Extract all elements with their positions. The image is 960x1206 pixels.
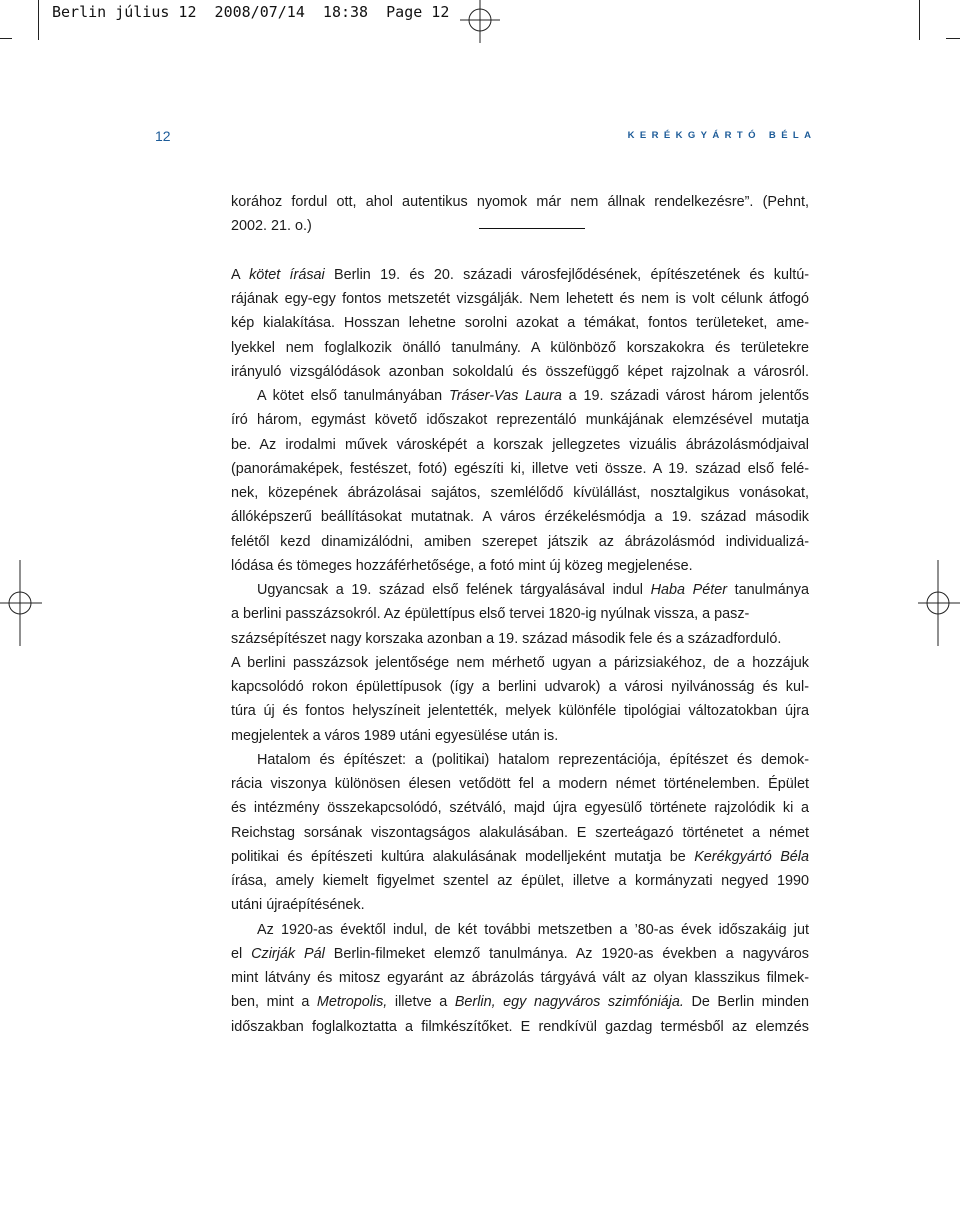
text-run: utáni újraépítésének.: [231, 897, 365, 914]
italic-name: Kerékgyártó Béla: [694, 848, 809, 865]
print-slug-line: Berlin július 12 2008/07/14 18:38 Page 12: [52, 3, 450, 21]
running-head-author: KERÉKGYÁRTÓ BÉLA: [627, 130, 817, 141]
text-run: felétől kezd dinamizálódni, amiben szerepet játszik az ábrázolásmód individualizá-: [231, 533, 809, 550]
text-line: [231, 1015, 809, 1039]
text-run: állóképszerű beállításokat mutatnak. A város érzékelésmódja a 19. század második: [231, 509, 809, 526]
text-line: [231, 263, 809, 287]
text-line: [231, 724, 809, 748]
text-line: [231, 821, 809, 845]
crop-mark-top-right: [919, 0, 920, 40]
text-line: [231, 336, 809, 360]
text-line: [231, 675, 809, 699]
text-run: nek, közepének ábrázolásai sajátos, szemlélődő kívülállást, nosztalgikus vonásokat,: [231, 485, 809, 501]
text-run: tanulmánya: [727, 582, 809, 598]
text-run: Reichstag sorsának viszontagságos alakulásában. E szerteágazó történetet a német: [231, 824, 809, 841]
separator-rule: [479, 228, 585, 230]
text-run: be. Az irodalmi művek városképét a korszak jellegzetes vizuális ábrázolásmódjaival: [231, 436, 809, 453]
text-line: [231, 796, 809, 820]
text-line: [231, 360, 809, 384]
italic-name: Metropolis,: [316, 994, 388, 1011]
crop-mark-right-top: [946, 38, 960, 39]
text-run: mint látvány és mitosz egyaránt az ábrázolás tárgyává vált az olyan klasszikus filmek-: [231, 970, 809, 986]
text-line: [231, 893, 809, 917]
italic-name: kötet írásai: [249, 266, 325, 283]
text-run: A kötet első tanulmányában: [257, 388, 449, 404]
text-line: [231, 918, 809, 942]
page-number: 12: [155, 128, 171, 144]
text-line: [231, 190, 809, 214]
text-line: [231, 699, 809, 723]
text-line: [231, 748, 809, 772]
text-run: korához fordul ott, ahol autentikus nyomok már nem állnak rendelkezésre”. (Pehnt,: [231, 194, 809, 210]
body-text: [231, 190, 809, 1039]
text-line: [231, 311, 809, 335]
registration-mark-right-icon: [916, 560, 960, 646]
text-line: [231, 772, 809, 796]
text-run: el: [231, 945, 252, 962]
text-line: [231, 481, 809, 505]
section-separator: [231, 239, 809, 263]
text-run: lódása és tömeges hozzáférhetősége, a fotó mint új közeg megjelenése.: [231, 557, 693, 574]
crop-mark-top-left: [38, 0, 39, 40]
text-run: a 19. századi várost három jelentős: [561, 388, 809, 404]
text-run: De Berlin minden: [683, 994, 809, 1011]
text-run: lyekkel nem foglalkozik önálló tanulmány. A különböző korszakokra és területekre: [231, 339, 809, 356]
text-run: százsépítészet nagy korszaka azonban a 19. század második fele és a századforduló.: [231, 630, 782, 647]
text-run: irányuló vizsgálódások azonban sokoldalú és összefüggő képet rajzolnak a városról.: [231, 363, 809, 380]
text-run: kép kialakítása. Hosszan lehetne sorolni azokat a témákat, fontos területeket, ame-: [231, 315, 809, 332]
text-run: a berlini passzázsokról. Az épülettípus első tervei 1820-ig nyúlnak vissza, a pasz-: [231, 606, 750, 623]
text-run: rácia viszonya különösen élesen vetődött fel a modern német történelemben. Épület: [231, 776, 809, 792]
text-run: és intézmény összekapcsolódó, szétváló, majd újra egyesülő története rajzolódik ki a: [231, 800, 809, 817]
text-line: [231, 384, 809, 408]
text-line: [231, 554, 809, 578]
italic-name: Tráser-Vas Laura: [448, 388, 562, 404]
text-run: rájának egy-egy fontos metszetét vizsgálják. Nem lehetett és nem is volt célunk átfogó: [231, 291, 809, 307]
text-run: írása, amely kiemelt figyelmet szentel az épület, illetve a kormányzati negyed 1990: [231, 873, 809, 889]
running-head: [155, 126, 817, 146]
text-run: (panorámaképek, festészet, fotó) egészíti ki, illetve veti össze. A 19. század első felé-: [231, 460, 809, 477]
registration-mark-left-icon: [0, 560, 44, 646]
text-run: Ugyancsak a 19. század első felének tárgyalásával indul: [257, 582, 651, 598]
text-run: Berlin 19. és 20. századi városfejlődésének, építészetének és kultú-: [324, 266, 809, 283]
text-line: [231, 408, 809, 432]
text-line: [231, 530, 809, 554]
text-line: [231, 966, 809, 990]
text-run: kapcsolódó rokon épülettípusok (így a berlini udvarok) a városi nyilvánosság és kul-: [231, 679, 809, 695]
text-line: [231, 942, 809, 966]
text-run: Berlin-filmeket elemző tanulmánya. Az 1920-as években a nagyváros: [324, 945, 809, 962]
text-line: [231, 457, 809, 481]
text-line: [231, 627, 809, 651]
text-run: időszakban foglalkoztatta a filmkészítőket. E rendkívül gazdag termésből az elemzés: [231, 1018, 809, 1035]
italic-name: Berlin, egy nagyváros szimfóniája.: [454, 994, 684, 1011]
text-run: Hatalom és építészet: a (politikai) hatalom reprezentációja, építészet és demok-: [257, 751, 809, 768]
text-line: [231, 990, 809, 1014]
text-line: [231, 602, 809, 626]
text-run: Az 1920-as évektől indul, de két további metszetben a ’80-as évek időszakáig jut: [257, 921, 809, 938]
text-run: megjelentek a város 1989 utáni egyesülése után is.: [231, 727, 559, 744]
text-line: [231, 651, 809, 675]
text-run: író három, egymást követő időszakot reprezentáló munkájának elemzésével mutatja: [231, 412, 809, 429]
italic-name: Haba Péter: [650, 582, 727, 598]
crop-mark-left-top: [0, 38, 12, 39]
text-run: illetve a: [387, 994, 455, 1011]
text-run: ben, mint a: [231, 994, 317, 1011]
text-run: politikai és építészeti kultúra alakulásának modelljeként mutatja be: [231, 848, 695, 865]
registration-mark-top-icon: [458, 0, 502, 44]
text-line: [231, 214, 809, 238]
text-line: [231, 433, 809, 457]
text-run: A: [231, 266, 250, 283]
text-line: [231, 287, 809, 311]
italic-name: Czirják Pál: [251, 945, 325, 962]
text-line: [231, 869, 809, 893]
text-line: [231, 505, 809, 529]
text-run: túra új és fontos helyszíneit jelentették, melyek különféle tipológiai változatokban újra: [231, 703, 809, 720]
text-line: [231, 578, 809, 602]
text-line: [231, 845, 809, 869]
text-run: 2002. 21. o.): [231, 218, 312, 235]
text-run: A berlini passzázsok jelentősége nem mérhető ugyan a párizsiakéhoz, de a hozzájuk: [231, 654, 809, 671]
